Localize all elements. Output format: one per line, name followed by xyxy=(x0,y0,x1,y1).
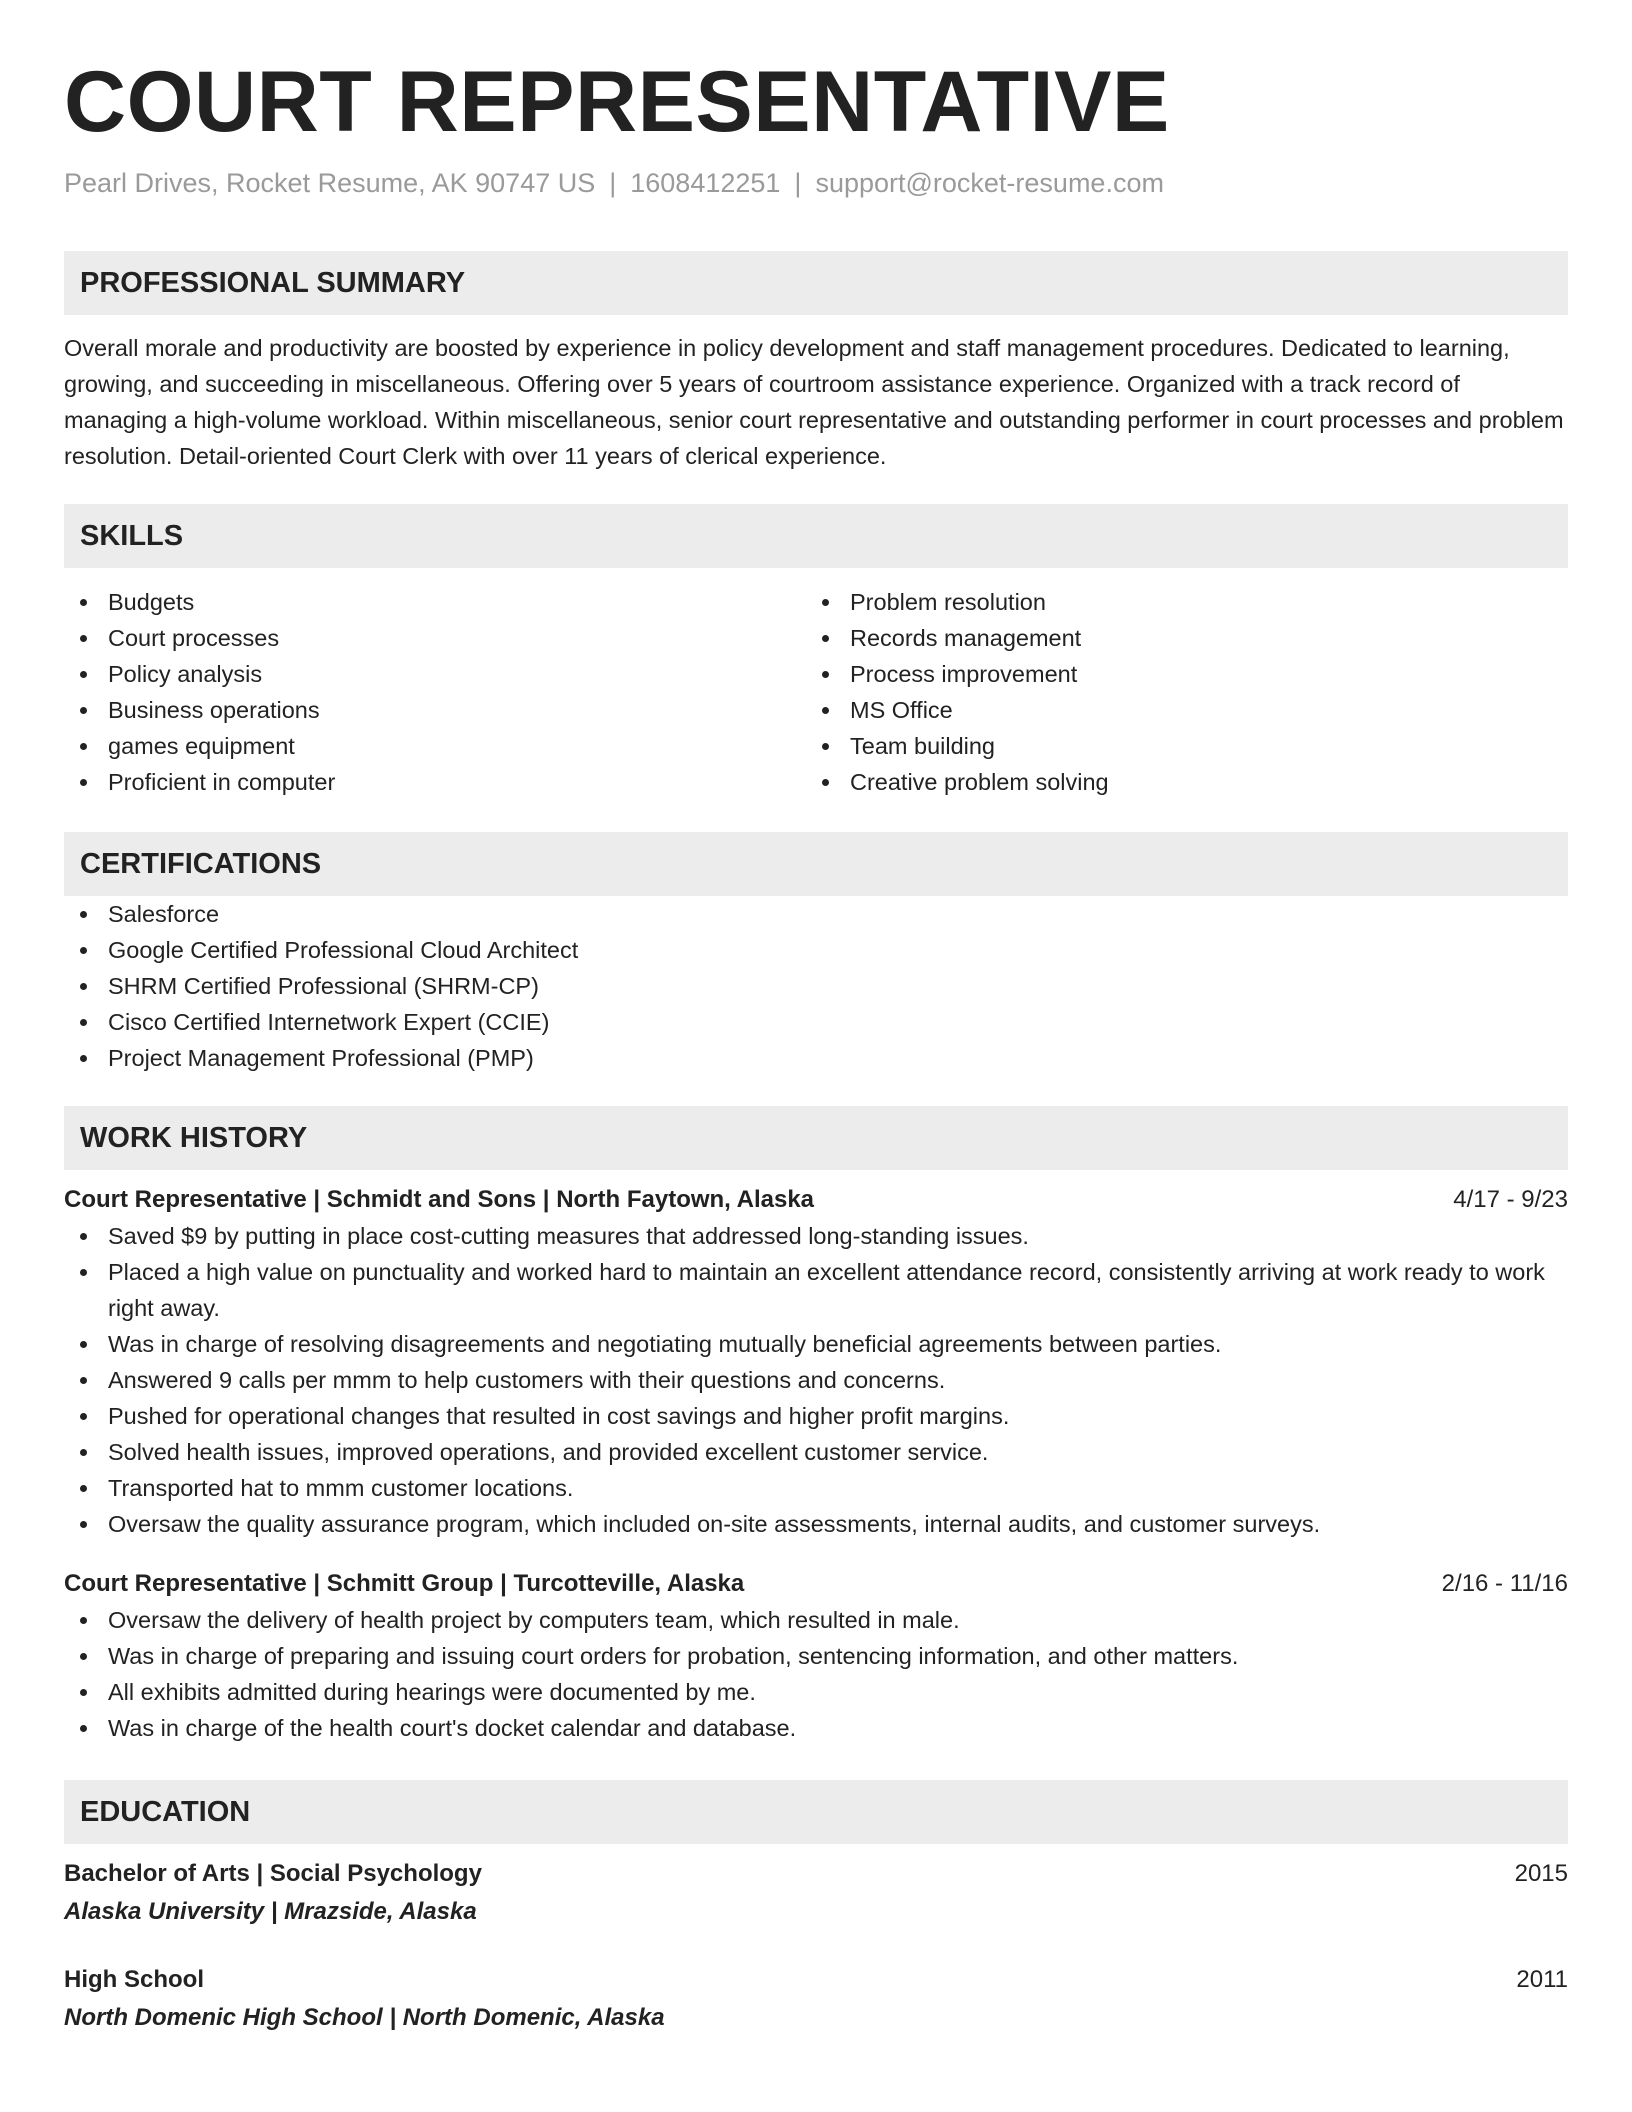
skill-item: Policy analysis xyxy=(64,656,806,692)
education-degree: High School xyxy=(64,1966,204,1993)
job-duty-item: Was in charge of the health court's docket calendar and database. xyxy=(64,1710,1568,1746)
skill-item: Problem resolution xyxy=(806,584,1568,620)
skill-item: Process improvement xyxy=(806,656,1568,692)
contact-address: Pearl Drives, Rocket Resume, AK 90747 US xyxy=(64,168,596,198)
skill-item: MS Office xyxy=(806,692,1568,728)
summary-section-header: PROFESSIONAL SUMMARY xyxy=(64,251,1568,315)
job-duty-item: Was in charge of preparing and issuing court orders for probation, sentencing information, and other matters. xyxy=(64,1638,1568,1674)
job-dates: 4/17 - 9/23 xyxy=(1453,1186,1568,1213)
skill-item: Creative problem solving xyxy=(806,764,1568,800)
skills-list-right xyxy=(806,584,1568,800)
job-heading-row xyxy=(64,1566,1568,1602)
skill-item: Proficient in computer xyxy=(64,764,806,800)
job-heading: Court Representative | Schmitt Group | Turcotteville, Alaska xyxy=(64,1570,745,1597)
summary-text: Overall morale and productivity are boosted by experience in policy development and staff management procedures. Dedicated to learning, growing, and succeeding in miscellaneous. Offering over 5 years of courtroom assistance experience. Organized with a track record of managing a high-volume workload. Within miscellaneous, senior court representative and outstanding performer in court processes and problem resolution. Detail-oriented Court Clerk with over 11 years of clerical experience. xyxy=(64,335,1564,469)
job-duty-item: Oversaw the quality assurance program, which included on-site assessments, internal audits, and customer surveys. xyxy=(64,1506,1568,1542)
job-duty-item: Was in charge of resolving disagreements and negotiating mutually beneficial agreements between parties. xyxy=(64,1326,1568,1362)
certification-item: Project Management Professional (PMP) xyxy=(64,1040,1568,1076)
job-duty-item: Oversaw the delivery of health project by computers team, which resulted in male. xyxy=(64,1602,1568,1638)
certification-item: Salesforce xyxy=(64,896,1568,932)
job-duty-item: Pushed for operational changes that resulted in cost savings and higher profit margins. xyxy=(64,1398,1568,1434)
job-duty-item: All exhibits admitted during hearings were documented by me. xyxy=(64,1674,1568,1710)
education-school: North Domenic High School | North Domenic, Alaska xyxy=(64,2004,665,2031)
education-heading-row xyxy=(64,1856,1568,1892)
contact-email: support@rocket-resume.com xyxy=(815,168,1164,198)
job-duty-item: Transported hat to mmm customer locations. xyxy=(64,1470,1568,1506)
skill-item: Records management xyxy=(806,620,1568,656)
certification-item: Cisco Certified Internetwork Expert (CCIE) xyxy=(64,1004,1568,1040)
education-section-header: EDUCATION xyxy=(64,1780,1568,1844)
job-heading-row xyxy=(64,1182,1568,1218)
work-history-section-header: WORK HISTORY xyxy=(64,1106,1568,1170)
job-duty-item: Answered 9 calls per mmm to help customers with their questions and concerns. xyxy=(64,1362,1568,1398)
skills-column-left xyxy=(64,584,806,800)
education-school: Alaska University | Mrazside, Alaska xyxy=(64,1898,477,1925)
skill-item: games equipment xyxy=(64,728,806,764)
certification-item: SHRM Certified Professional (SHRM-CP) xyxy=(64,968,1568,1004)
job-duty-item: Solved health issues, improved operations, and provided excellent customer service. xyxy=(64,1434,1568,1470)
skills-columns xyxy=(64,584,1568,800)
contact-separator: | xyxy=(794,168,802,198)
skill-item: Business operations xyxy=(64,692,806,728)
candidate-name: COURT REPRESENTATIVE xyxy=(64,54,1170,150)
job-dates: 2/16 - 11/16 xyxy=(1441,1570,1568,1597)
job-duty-item: Saved $9 by putting in place cost-cutting measures that addressed long-standing issues. xyxy=(64,1218,1568,1254)
education-year: 2015 xyxy=(1514,1860,1568,1887)
skills-column-right xyxy=(806,584,1568,800)
skills-section-header: SKILLS xyxy=(64,504,1568,568)
education-heading-row xyxy=(64,1962,1568,1998)
skills-list-left xyxy=(64,584,806,800)
contact-phone: 1608412251 xyxy=(630,168,781,198)
contact-separator: | xyxy=(609,168,617,198)
contact-line xyxy=(64,166,1568,200)
job-heading: Court Representative | Schmidt and Sons | North Faytown, Alaska xyxy=(64,1186,815,1213)
skill-item: Court processes xyxy=(64,620,806,656)
skill-item: Budgets xyxy=(64,584,806,620)
skill-item: Team building xyxy=(806,728,1568,764)
education-year: 2011 xyxy=(1516,1966,1568,1993)
job-duty-item: Placed a high value on punctuality and worked hard to maintain an excellent attendance record, consistently arriving at work ready to work right away. xyxy=(64,1254,1568,1326)
job-duties-list xyxy=(64,1218,1568,1542)
certifications-list xyxy=(64,896,1568,1076)
certification-item: Google Certified Professional Cloud Architect xyxy=(64,932,1568,968)
certifications-section-header: CERTIFICATIONS xyxy=(64,832,1568,896)
resume-page xyxy=(64,0,1568,2038)
job-duties-list xyxy=(64,1602,1568,1746)
education-degree: Bachelor of Arts | Social Psychology xyxy=(64,1860,482,1887)
